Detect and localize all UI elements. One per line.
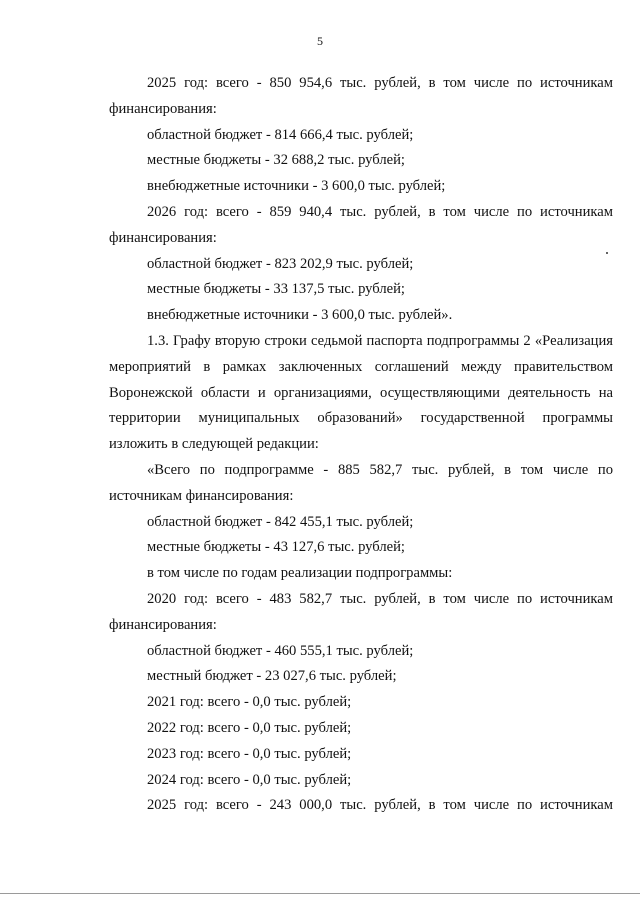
paragraph-by-years-heading: в том числе по годам реализации подпрограммы:	[147, 565, 453, 582]
paragraph-2020-total: 2020 год: всего - 483 582,7 тыс. рублей, в том числе по источникам финансирования:	[109, 590, 613, 633]
paragraph-2022-total: 2022 год: всего - 0,0 тыс. рублей;	[147, 719, 352, 736]
paragraph-2021-total: 2021 год: всего - 0,0 тыс. рублей;	[147, 694, 352, 711]
paragraph-2026-extrabudgetary: внебюджетные источники - 3 600,0 тыс. рублей».	[147, 307, 453, 324]
paragraph-subprogram-total: «Всего по подпрограмме - 885 582,7 тыс. рублей, в том числе по источникам финансирования:	[109, 461, 613, 504]
scan-speck	[606, 252, 608, 254]
document-body	[109, 71, 613, 819]
paragraph-2025-extrabudgetary: внебюджетные источники - 3 600,0 тыс. рублей;	[147, 178, 446, 195]
paragraph-section-1-3: 1.3. Графу вторую строки седьмой паспорта подпрограммы 2 «Реализация мероприятий в рамках заключенных соглашений между правительством Воронежской области и организациями, осуществляющими деятельность на территории муниципальных образований» государственной программы изложить в следующей редакции:	[109, 332, 613, 453]
paragraph-2023-total: 2023 год: всего - 0,0 тыс. рублей;	[147, 745, 352, 762]
page-number: 5	[317, 34, 323, 48]
paragraph-2025-total: 2025 год: всего - 850 954,6 тыс. рублей, в том числе по источникам финансирования:	[109, 75, 613, 117]
paragraph-2020-regional-budget: областной бюджет - 460 555,1 тыс. рублей;	[147, 642, 414, 659]
paragraph-2025-local-budgets: местные бюджеты - 32 688,2 тыс. рублей;	[147, 152, 405, 169]
paragraph-2026-total: 2026 год: всего - 859 940,4 тыс. рублей, в том числе по источникам финансирования:	[109, 203, 613, 246]
paragraph-2025-regional-budget: областной бюджет - 814 666,4 тыс. рублей;	[147, 126, 414, 143]
paragraph-subprogram-regional-budget: областной бюджет - 842 455,1 тыс. рублей;	[147, 513, 414, 530]
paragraph-2026-local-budgets: местные бюджеты - 33 137,5 тыс. рублей;	[147, 281, 405, 298]
paragraph-2024-total: 2024 год: всего - 0,0 тыс. рублей;	[147, 771, 352, 788]
paragraph-2026-regional-budget: областной бюджет - 823 202,9 тыс. рублей;	[147, 255, 414, 272]
paragraph-2020-local-budget: местный бюджет - 23 027,6 тыс. рублей;	[147, 668, 397, 685]
paragraph-2025-subprogram-total: 2025 год: всего - 243 000,0 тыс. рублей, в том числе по источникам	[147, 797, 613, 814]
scan-edge-line	[0, 893, 640, 894]
paragraph-subprogram-local-budgets: местные бюджеты - 43 127,6 тыс. рублей;	[147, 539, 405, 556]
